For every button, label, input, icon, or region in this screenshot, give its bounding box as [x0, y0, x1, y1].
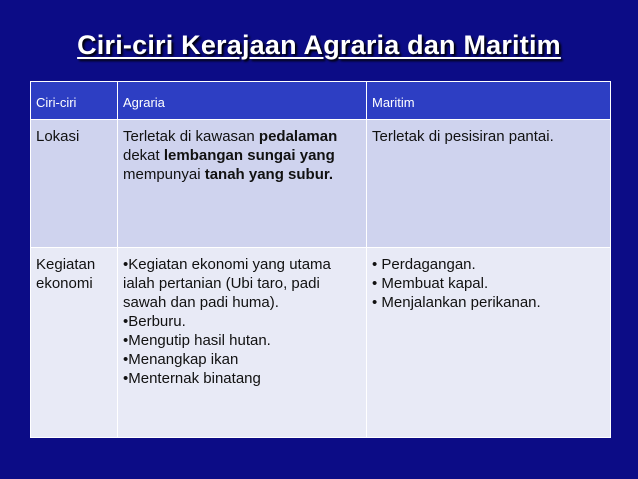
- list-item: •Kegiatan ekonomi yang utama ialah pertanian (Ubi taro, padi sawah dan padi huma).: [123, 256, 331, 311]
- text-segment-bold: pedalaman: [258, 128, 338, 145]
- list-item: •Berburu.: [123, 313, 186, 330]
- slide-title: Ciri-ciri Kerajaan Agraria dan Maritim: [77, 30, 561, 60]
- list-item: •Menangkap ikan: [123, 351, 239, 368]
- list-item: • Perdagangan.: [372, 256, 476, 273]
- list-item: •Mengutip hasil hutan.: [123, 332, 271, 349]
- cell-lokasi-agraria: [118, 120, 367, 248]
- text-line: Terletak di pesisiran pantai.: [372, 128, 554, 145]
- text-segment: Terletak di kawasan: [123, 128, 259, 145]
- list-item: •Menternak binatang: [123, 370, 261, 387]
- row-label-kegiatan-ekonomi: Kegiatan ekonomi: [31, 248, 118, 438]
- header-agraria: Agraria: [118, 82, 367, 120]
- table-header-row: [31, 82, 611, 120]
- text-segment-bold: lembangan sungai yang: [163, 147, 335, 164]
- table-row-lokasi: [31, 120, 611, 248]
- text-segment-bold: tanah yang subur.: [204, 166, 334, 183]
- header-maritim: Maritim: [367, 82, 611, 120]
- text-segment: mempunyai: [123, 166, 205, 183]
- cell-kegiatan-maritim: [367, 248, 611, 438]
- row-label-lokasi: Lokasi: [31, 120, 118, 248]
- cell-kegiatan-agraria: [118, 248, 367, 438]
- header-ciri-ciri: Ciri-ciri: [31, 82, 118, 120]
- cell-lokasi-maritim: [367, 120, 611, 248]
- comparison-table: [30, 81, 611, 438]
- list-item: • Membuat kapal.: [372, 275, 489, 292]
- table-row-kegiatan-ekonomi: [31, 248, 611, 438]
- list-item: • Menjalankan perikanan.: [372, 294, 541, 311]
- text-segment: dekat: [123, 147, 164, 164]
